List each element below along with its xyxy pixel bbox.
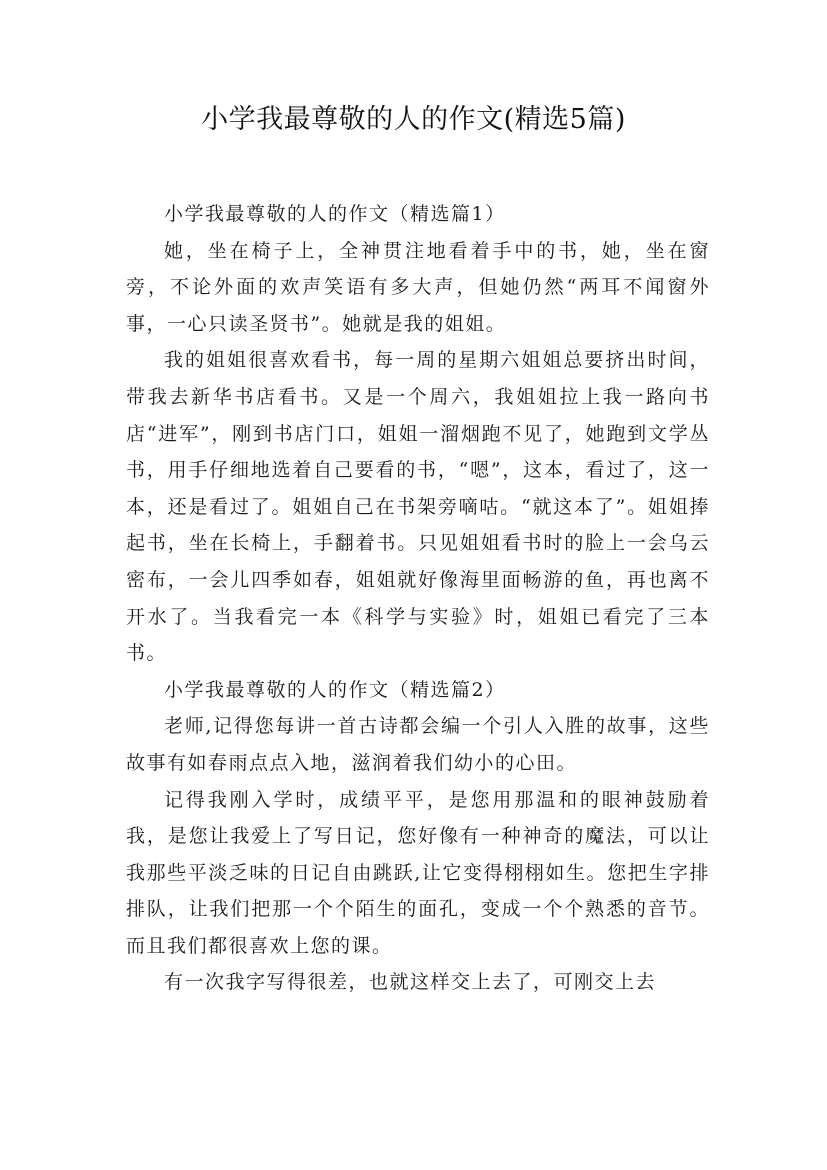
paragraph: 我的姐姐很喜欢看书，每一周的星期六姐姐总要挤出时间，带我去新华书店看书。又是一个周六，我姐姐拉上我一路向书店“进军”，刚到书店门口，姐姐一溜烟跑不见了，她跑到文学丛书，用手仔细地选着自己要看的书，“嗯”，这本，看过了，这一本，还是看过了。姐姐自己在书架旁嘀咕。“就这本了”。姐姐捧起书，坐在长椅上，手翻着书。只见姐姐看书时的脸上一会乌云密布，一会儿四季如春，姐姐就好像海里面畅游的鱼，再也离不开水了。当我看完一本《科学与实验》时，姐姐已看完了三本书。 bbox=[126, 349, 710, 665]
section-heading-1: 小学我最尊敬的人的作文（精选篇1） bbox=[164, 203, 506, 225]
document-body bbox=[126, 196, 710, 1001]
section-heading-2: 小学我最尊敬的人的作文（精选篇2） bbox=[164, 678, 506, 701]
paragraph: 有一次我字写得很差，也就这样交上去了，可刚交上去 bbox=[164, 971, 657, 994]
paragraph: 记得我刚入学时，成绩平平，是您用那温和的眼神鼓励着我，是您让我爱上了写日记，您好像有一种神奇的魔法，可以让我那些平淡乏味的日记自由跳跃,让它变得栩栩如生。您把生字排排队，让我们把那一个个陌生的面孔，变成一个个熟悉的音节。而且我们都很喜欢上您的课。 bbox=[126, 788, 710, 957]
paragraph: 老师,记得您每讲一首古诗都会编一个引人入胜的故事，这些故事有如春雨点点入地，滋润着我们幼小的心田。 bbox=[126, 715, 710, 774]
paragraph: 她，坐在椅子上，全神贯注地看着手中的书，她，坐在窗旁，不论外面的欢声笑语有多大声，但她仍然“两耳不闻窗外事，一心只读圣贤书”。她就是我的姐姐。 bbox=[126, 239, 710, 335]
document-title: 小学我最尊敬的人的作文(精选5篇) bbox=[201, 104, 626, 135]
